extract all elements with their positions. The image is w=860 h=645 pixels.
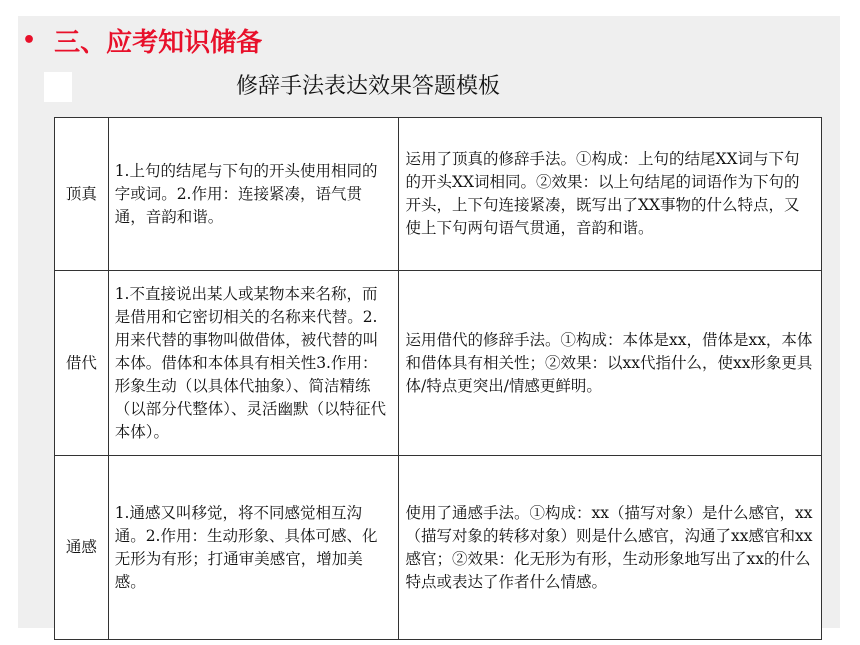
device-definition: 1.上句的结尾与下句的开头使用相同的字或词。2.作用：连接紧凑，语气贯通，音韵和谐。 — [108, 118, 399, 271]
answer-template: 运用借代的修辞手法。①构成：本体是xx，借体是xx，本体和借体具有相关性；②效果：以xx代指什么，使xx形象更具体/特点更突出/情感更鲜明。 — [399, 271, 822, 456]
device-name: 借代 — [55, 271, 109, 456]
device-name: 通感 — [55, 456, 109, 640]
device-definition: 1.不直接说出某人或某物本来名称，而是借用和它密切相关的名称来代替。2. 用来代替的事物叫做借体，被代替的叫本体。借体和本体具有相关性3.作用：形象生动（以具体代抽象）、简洁精练（以部分代整体）、灵活幽默（以特征代本体）。 — [108, 271, 399, 456]
placeholder-box — [44, 72, 72, 102]
table-row — [55, 271, 822, 456]
answer-template: 使用了通感手法。①构成：xx（描写对象）是什么感官，xx（描写对象的转移对象）则是什么感官，沟通了xx感官和xx感官；②效果：化无形为有形，生动形象地写出了xx的什么特点或表达了作者什么情感。 — [399, 456, 822, 640]
section-title: 三、应考知识储备 — [54, 27, 263, 58]
table-title: 修辞手法表达效果答题模板 — [236, 73, 501, 99]
bullet-icon: • — [22, 27, 37, 53]
rhetoric-table — [54, 117, 822, 640]
device-definition: 1.通感又叫移觉，将不同感觉相互沟通。2.作用：生动形象、具体可感、化无形为有形；打通审美感官，增加美感。 — [108, 456, 399, 640]
answer-template: 运用了顶真的修辞手法。①构成：上句的结尾XX词与下句的开头XX词相同。②效果：以上句结尾的词语作为下句的开头，上下句连接紧凑，既写出了XX事物的什么特点，又使上下句两句语气贯通，音韵和谐。 — [399, 118, 822, 271]
device-name: 顶真 — [55, 118, 109, 271]
table-row — [55, 118, 822, 271]
section-heading — [22, 22, 262, 58]
table-row — [55, 456, 822, 640]
